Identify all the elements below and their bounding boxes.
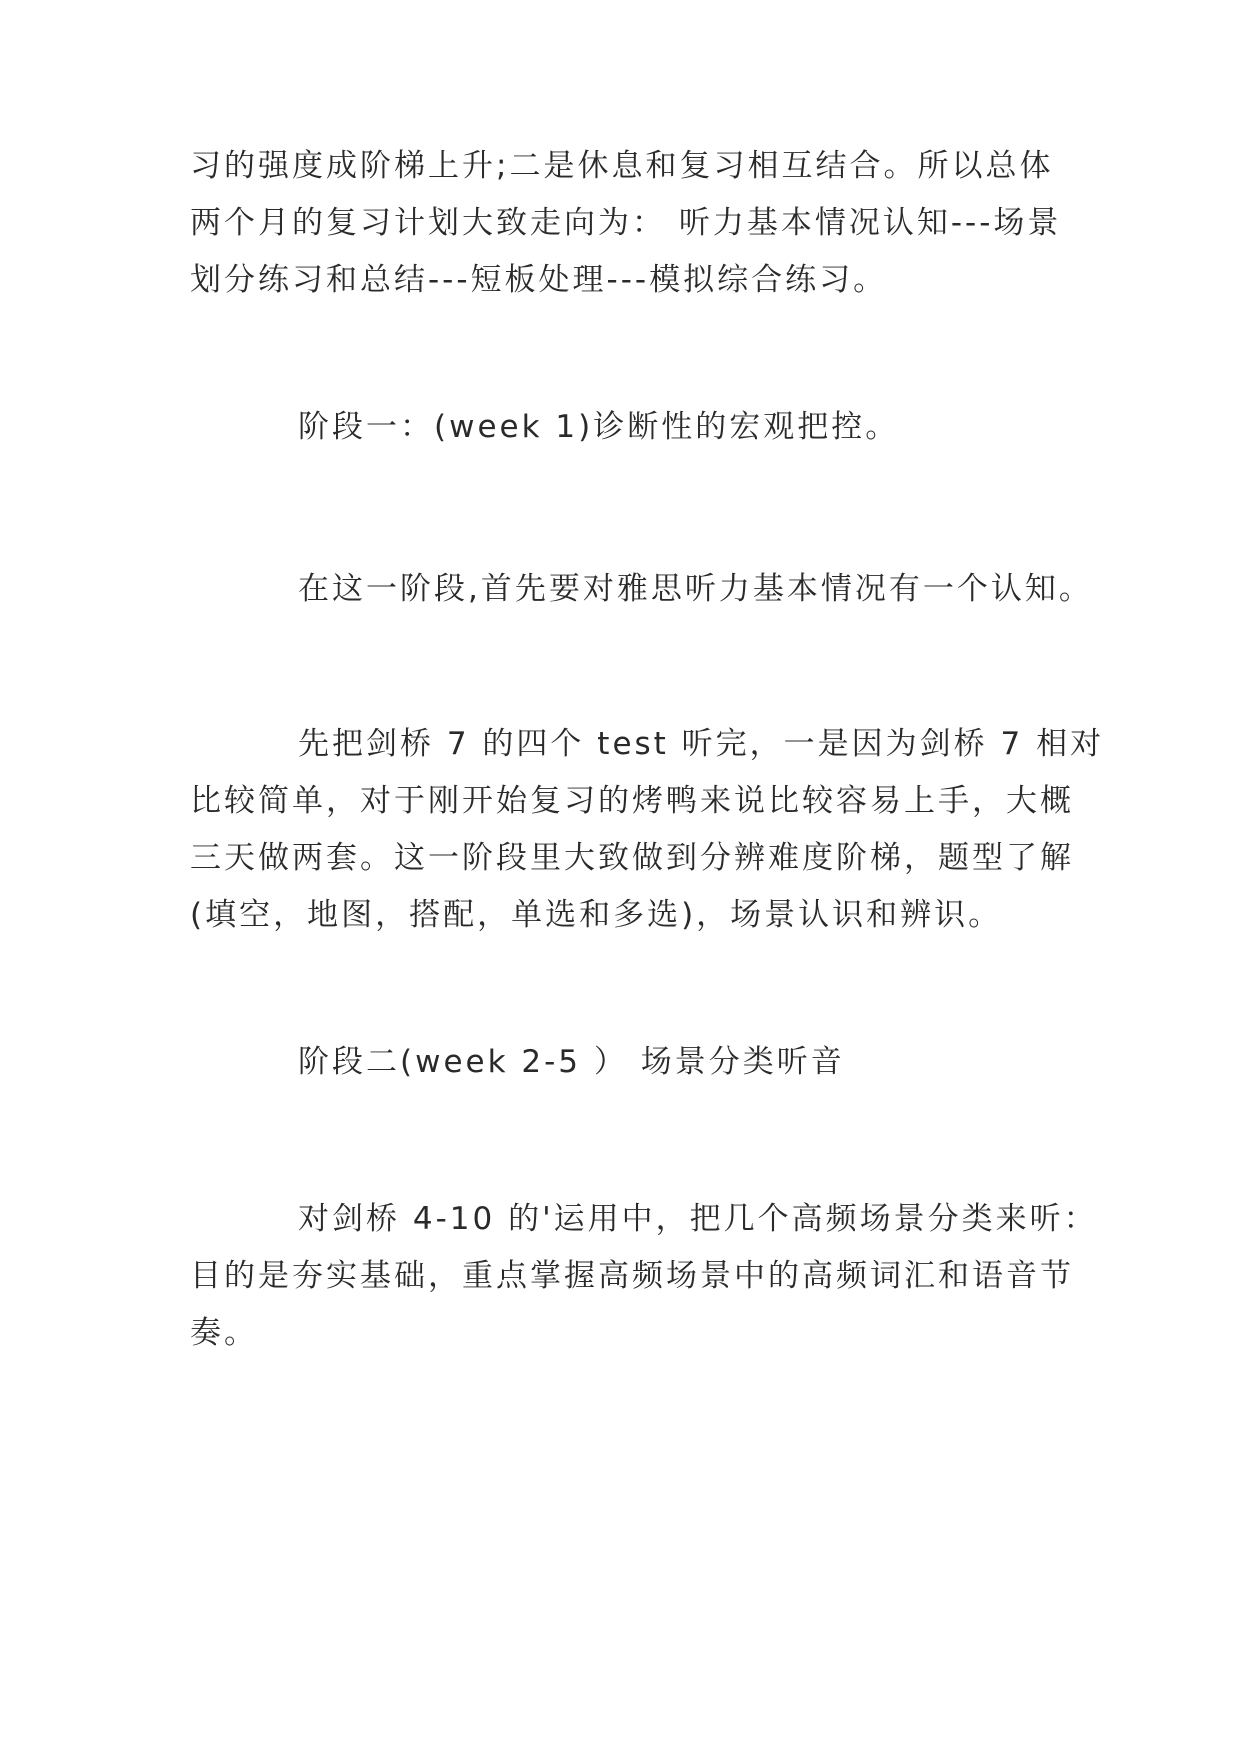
text-line: 目的是夯实基础，重点掌握高频场景中的高频词汇和语音节 [190, 1258, 1074, 1294]
paragraph-intro-continuation [190, 138, 1060, 309]
text-line: 比较简单，对于刚开始复习的烤鸭来说比较容易上手，大概 [190, 783, 1074, 819]
paragraph-stage-two-heading [190, 1034, 1060, 1091]
paragraph-stage-one-detail [190, 716, 1105, 944]
text-line: 习的强度成阶梯上升;二是休息和复习相互结合。所以总体 [190, 148, 1054, 184]
text-line: 两个月的复习计划大致走向为： 听力基本情况认知---场景 [190, 205, 1062, 241]
text-line: 在这一阶段,首先要对雅思听力基本情况有一个认知。 [298, 571, 1093, 607]
text-line: 奏。 [190, 1315, 258, 1351]
text-line: 先把剑桥 7 的四个 test 听完，一是因为剑桥 7 相对 [298, 726, 1105, 762]
text-line: 对剑桥 4-10 的'运用中，把几个高频场景分类来听： [298, 1201, 1098, 1237]
text-line: 阶段一：(week 1)诊断性的宏观把控。 [298, 409, 900, 445]
text-line: (填空，地图，搭配，单选和多选)，场景认识和辨识。 [190, 897, 1003, 933]
text-line: 阶段二(week 2-5 ） 场景分类听音 [298, 1044, 845, 1080]
paragraph-stage-one-heading [190, 399, 1060, 456]
text-line: 划分练习和总结---短板处理---模拟综合练习。 [190, 262, 888, 298]
paragraph-stage-one-intro [190, 561, 1093, 618]
text-line: 三天做两套。这一阶段里大致做到分辨难度阶梯，题型了解 [190, 840, 1074, 876]
paragraph-stage-two-detail [190, 1191, 1098, 1362]
